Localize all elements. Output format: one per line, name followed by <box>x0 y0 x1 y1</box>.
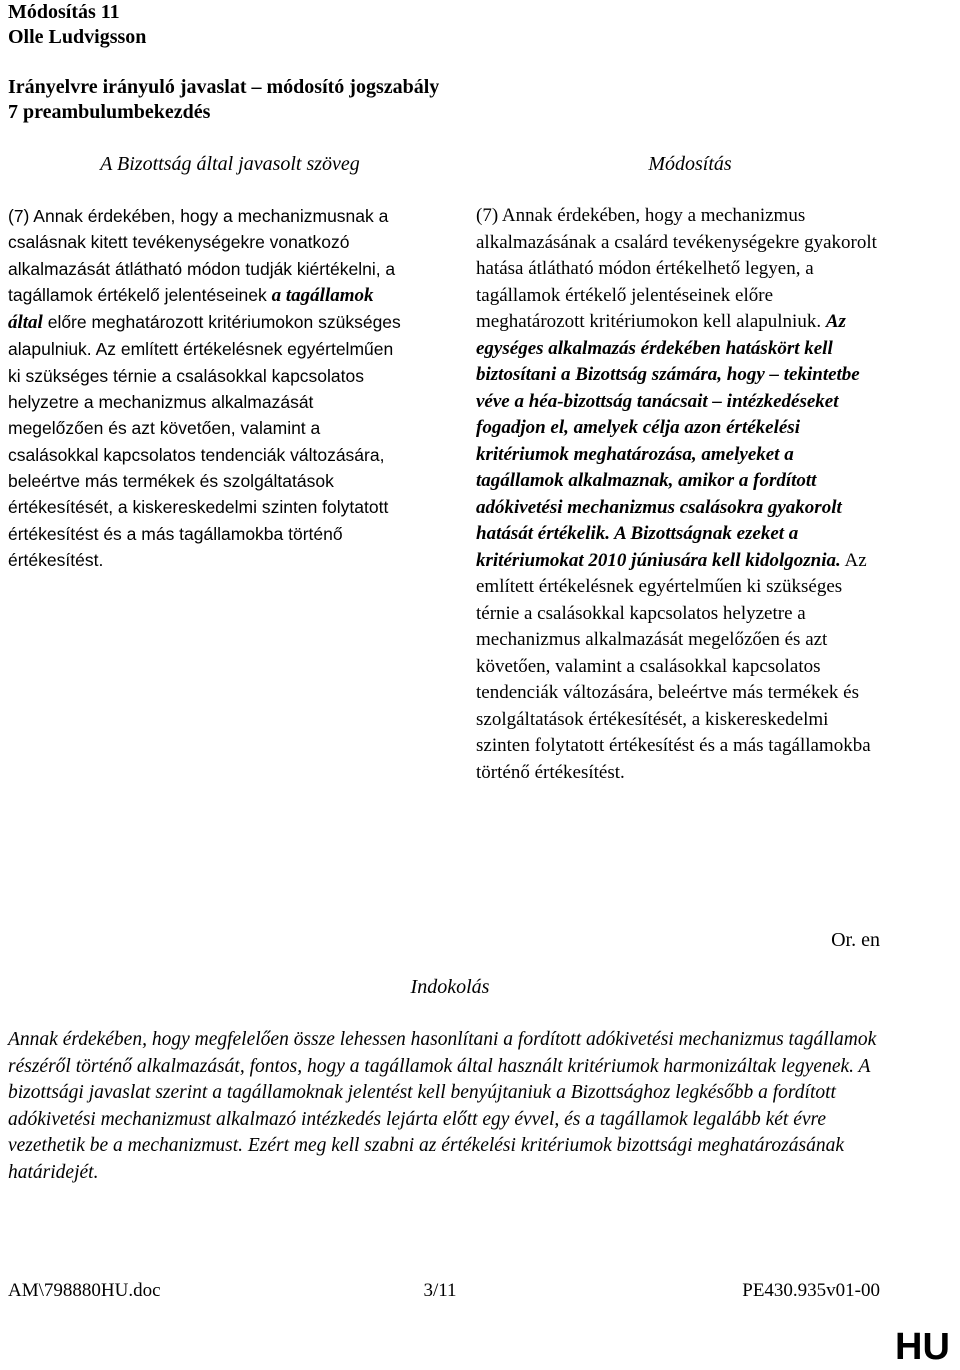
left-column-title: A Bizottság által javasolt szöveg <box>100 153 360 175</box>
proposed-text <box>8 203 408 573</box>
proposed-text-deleted-bold: a tagállamok által <box>8 284 374 334</box>
document-reference: AM\798880HU.doc <box>8 1280 161 1301</box>
right-column-title: Módosítás <box>648 153 732 175</box>
original-language: Or. en <box>831 929 880 951</box>
justification-text: Annak érdekében, hogy megfelelően össze lehessen hasonlítani a fordított adókivetési mechanizmus tagállamok részéről történő alkalmazását, fontos, hogy a tagállamok által használt kritériumok harmonizáltak legyenek. A bizottsági javaslat szerint a tagállamoknak jelentést kell benyújtaniuk a Bizottsághoz legkésőbb a fordított adókivetési mechanizmust alkalmazó intézkedés lejárta előtt egy évvel, és a tagállamok legalább két évre vezethetik be a mechanizmust. Ezért meg kell szabni az értékelési kritériumok bizottsági meghatározásának határidejét. <box>8 1029 877 1183</box>
author-name: Olle Ludvigsson <box>8 26 147 48</box>
document-type: Irányelvre irányuló javaslat – módosító jogszabály <box>8 76 440 98</box>
amended-text-added-bold: Az egységes alkalmazás érdekében hatáskört kell biztosítani a Bizottság számára, hogy – tekintetbe véve a héa-bizottság tanácsait – intézkedéseket fogadjon el, amelyek célja azon értékelési kritériumok meghatározása, amelyeket a tagállamok alkalmaznak, amikor a fordított adókivetési mechanizmus csalásokra gyakorolt hatását értékelik. A Bizottságnak ezeket a kritériumokat 2010 júniusára kell kidolgoznia. <box>476 311 860 571</box>
language-code: HU <box>895 1326 950 1368</box>
page-number: 3/11 <box>423 1280 457 1301</box>
proposed-text-part-1: (7) Annak érdekében, hogy a mechanizmusnak a csalásnak kitett tevékenységekre vonatkozó alkalmazását átlátható módon tudják kiértékelni, a tagállamok értékelő jelentéseinek <box>8 206 396 305</box>
proposed-text-part-2: előre meghatározott kritériumokon szükséges alapulniuk. Az említett értékelésnek egyértelműen ki szükséges térnie a csalásokkal kapcsolatos helyzetre a mechanizmus alkalmazását megelőzően és azt követően, valamint a csalásokkal kapcsolatos tendenciák változására, beleértve más termékek és szolgáltatások értékesítését, a kiskereskedelmi szinten folytatott értékesítést és a más tagállamokba történő értékesítést. <box>8 312 401 570</box>
pe-reference: PE430.935v01-00 <box>742 1280 880 1301</box>
justification-title: Indokolás <box>410 976 490 998</box>
amended-location: 7 preambulumbekezdés <box>8 101 211 123</box>
amended-text-part-2: Az említett értékelésnek egyértelműen ki szükséges térnie a csalásokkal kapcsolatos helyzetre a mechanizmus alkalmazását megelőzően és azt követően, valamint a csalásokkal kapcsolatos tendenciák változására, beleértve más termékek és szolgáltatások értékesítését, a kiskereskedelmi szinten folytatott értékesítést és a más tagállamokba történő értékesítést. <box>476 549 871 783</box>
amended-text-part-1: (7) Annak érdekében, hogy a mechanizmus alkalmazásának a csalárd tevékenységekre gyakorolt hatása átlátható módon értékelhető legyen, a tagállamok értékelő jelentéseinek előre meghatározott kritériumokon kell alapulniuk. <box>476 205 877 332</box>
amended-text <box>476 203 881 786</box>
amendment-number: Módosítás 11 <box>8 1 120 23</box>
